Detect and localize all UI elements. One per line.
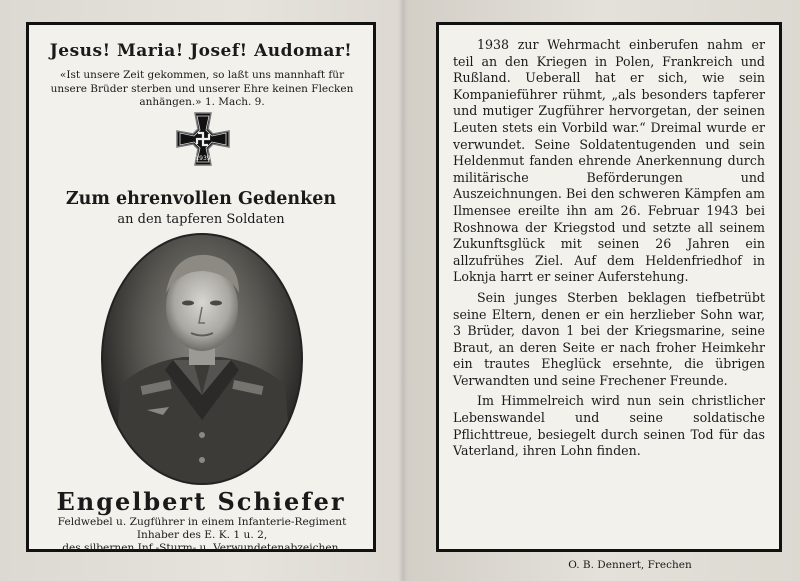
- rank-line: des silbernen Inf.-Sturm- u. Verwundetenabzeichen.: [62, 542, 342, 554]
- memorial-heading: Zum ehrenvollen Gedenken: [65, 189, 337, 209]
- rank-line: Inhaber des E. K. 1 u. 2,: [136, 529, 268, 541]
- soldier-name: Engelbert Schiefer: [56, 487, 346, 516]
- card-fold: [398, 0, 408, 581]
- biography-paragraph: 1938 zur Wehrmacht einberufen nahm er teil an den Kriegen in Polen, Frankreich und Rußland. Ueberall hat er sich, wie sein Kompanieführer rühmt, „als besonders tapferer und mutiger Zugführer hervorgetan, der seinen Leuten stets ein Vorbild war.“ Dreimal wurde er verwundet. Seine Soldatentugenden und sein Heldenmut fanden ehrende Anerkennung durch militärische Beförderungen und Auszeichnungen. Bei den schweren Kämpfen am Ilmensee ereilte ihn am 26. Februar 1943 bei Roshnowa der Kriegstod und setzte all seinem Zukunftsglück mit seinen 26 Jahren ein allzufrühes Ziel. Auf dem Heldenfriedhof in Loknja harrt er seiner Auferstehung.: [453, 37, 765, 285]
- soldier-portrait: [101, 233, 303, 485]
- right-panel: [436, 22, 782, 552]
- invocation: Jesus! Maria! Josef! Audomar!: [49, 41, 353, 61]
- biography-text: [453, 37, 765, 464]
- cross-year: 1939: [195, 155, 211, 162]
- left-panel: [26, 22, 376, 552]
- bible-quote: «Ist unsere Zeit gekommen, so laßt uns mannhaft für unsere Brüder sterben und unserer Ehre keinen Flecken anhängen.» 1. Mach. 9.: [50, 69, 354, 108]
- rank-line: Feldwebel u. Zugführer in einem Infanterie-Regiment: [57, 516, 347, 528]
- biography-paragraph: Sein junges Sterben beklagen tiefbetrübt seine Eltern, denen er ein herzlieber Sohn war, 3 Brüder, davon 1 bei der Kriegsmarine, seine Braut, an deren Seite er nach froher Heimkehr ein trautes Eheglück ersehnte, die übrigen Verwandten und seine Frechener Freunde.: [453, 289, 765, 388]
- printer-imprint: O. B. Dennert, Frechen: [568, 559, 692, 571]
- rank-and-decorations: [37, 516, 367, 555]
- iron-cross-icon: [175, 111, 231, 167]
- memorial-subheading: an den tapferen Soldaten: [117, 212, 285, 227]
- biography-paragraph: Im Himmelreich wird nun sein christlicher Lebenswandel und seine soldatische Pflichttreue, besiegelt durch seinen Tod für das Vaterland, ihren Lohn finden.: [453, 393, 765, 459]
